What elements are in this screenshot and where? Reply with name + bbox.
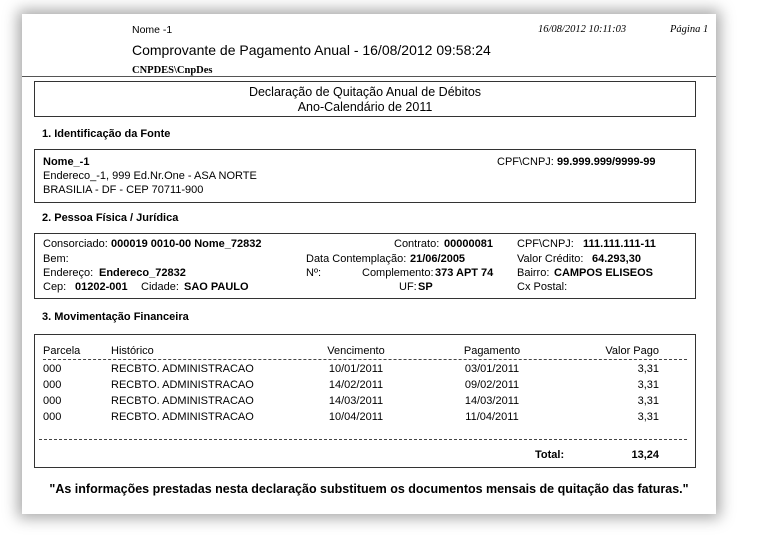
document-page bbox=[22, 14, 716, 514]
header-path: CNPDES\CnpDes bbox=[132, 65, 213, 76]
fonte-box bbox=[34, 149, 696, 203]
cell-valor-pago: 3,31 bbox=[637, 411, 659, 423]
cell-pagamento: 11/04/2011 bbox=[465, 411, 519, 423]
declaration-title: Declaração de Quitação Anual de Débitos bbox=[248, 85, 482, 99]
pessoa-cpf-value: 111.111.111-11 bbox=[583, 238, 656, 250]
total-dash-line bbox=[39, 439, 687, 440]
cell-historico: RECBTO. ADMINISTRACAO bbox=[111, 379, 254, 391]
cep-label: Cep: bbox=[43, 281, 67, 293]
table-row bbox=[35, 379, 695, 393]
endereco-label: Endereço: bbox=[43, 267, 94, 279]
cell-vencimento: 10/01/2011 bbox=[328, 363, 384, 375]
fonte-cidade: BRASILIA - DF - CEP 70711-900 bbox=[43, 184, 204, 196]
col-historico: Histórico bbox=[111, 345, 154, 357]
declaration-box bbox=[34, 81, 696, 117]
header-page-label: Página 1 bbox=[670, 24, 709, 35]
cell-valor-pago: 3,31 bbox=[637, 395, 659, 407]
header-datetime: 16/08/2012 10:11:03 bbox=[538, 24, 627, 35]
col-vencimento: Vencimento bbox=[327, 345, 385, 357]
col-pagamento: Pagamento bbox=[463, 345, 521, 357]
data-contemplacao-value: 21/06/2005 bbox=[410, 253, 466, 265]
consorciado-label: Consorciado: bbox=[43, 238, 108, 250]
declaration-subtitle: Ano-Calendário de 2011 bbox=[297, 100, 433, 114]
cell-parcela: 000 bbox=[43, 411, 62, 423]
consorciado-value: 000019 0010-00 Nome_72832 bbox=[111, 238, 262, 250]
cell-historico: RECBTO. ADMINISTRACAO bbox=[111, 395, 254, 407]
header-divider bbox=[22, 76, 716, 77]
endereco-value: Endereco_72832 bbox=[99, 267, 186, 279]
fonte-cpf-value: 99.999.999/9999-99 bbox=[557, 156, 656, 168]
uf-value: SP bbox=[418, 281, 433, 293]
cell-parcela: 000 bbox=[43, 363, 62, 375]
numero-label: Nº: bbox=[306, 267, 322, 279]
cell-parcela: 000 bbox=[43, 395, 62, 407]
fonte-endereco: Endereco_-1, 999 Ed.Nr.One - ASA NORTE bbox=[43, 170, 257, 182]
uf-label: UF: bbox=[399, 281, 417, 293]
col-valor-pago: Valor Pago bbox=[605, 345, 659, 357]
bem-label: Bem: bbox=[43, 253, 69, 265]
contrato-label: Contrato: bbox=[394, 238, 440, 250]
cell-valor-pago: 3,31 bbox=[637, 379, 659, 391]
cell-vencimento: 14/02/2011 bbox=[328, 379, 384, 391]
table-row bbox=[35, 411, 695, 425]
bairro-label: Bairro: bbox=[517, 267, 550, 279]
bairro-value: CAMPOS ELISEOS bbox=[554, 267, 654, 279]
cell-valor-pago: 3,31 bbox=[637, 363, 659, 375]
valor-credito-label: Valor Crédito: bbox=[517, 253, 584, 265]
header-dash-line bbox=[43, 359, 687, 360]
complemento-value: 373 APT 74 bbox=[435, 267, 494, 279]
contrato-value: 00000081 bbox=[444, 238, 493, 250]
section-fonte-title: 1. Identificação da Fonte bbox=[42, 128, 171, 140]
pessoa-box bbox=[34, 233, 696, 299]
cep-value: 01202-001 bbox=[75, 281, 128, 293]
cell-historico: RECBTO. ADMINISTRACAO bbox=[111, 363, 254, 375]
header-nome: Nome -1 bbox=[132, 24, 173, 36]
col-parcela: Parcela bbox=[43, 345, 81, 357]
cell-vencimento: 10/04/2011 bbox=[328, 411, 384, 423]
section-movimentacao-title: 3. Movimentação Financeira bbox=[42, 311, 189, 323]
valor-credito-value: 64.293,30 bbox=[592, 253, 641, 265]
table-row bbox=[35, 363, 695, 377]
data-contemplacao-label: Data Contemplação: bbox=[306, 253, 407, 265]
cell-parcela: 000 bbox=[43, 379, 62, 391]
cell-historico: RECBTO. ADMINISTRACAO bbox=[111, 411, 254, 423]
total-label: Total: bbox=[535, 449, 565, 461]
cell-pagamento: 03/01/2011 bbox=[464, 363, 520, 375]
cell-pagamento: 14/03/2011 bbox=[464, 395, 520, 407]
footer-note: "As informações prestadas nesta declaração substituem os documentos mensais de quitação das faturas." bbox=[49, 482, 689, 496]
cell-vencimento: 14/03/2011 bbox=[328, 395, 384, 407]
table-row bbox=[35, 395, 695, 409]
fonte-nome: Nome_-1 bbox=[43, 156, 90, 168]
complemento-label: Complemento: bbox=[362, 267, 434, 279]
cidade-label: Cidade: bbox=[141, 281, 179, 293]
fonte-cpf-label: CPF\CNPJ: bbox=[497, 156, 554, 168]
cell-pagamento: 09/02/2011 bbox=[464, 379, 520, 391]
cx-postal-label: Cx Postal: bbox=[517, 281, 568, 293]
pessoa-cpf-label: CPF\CNPJ: bbox=[517, 238, 574, 250]
header-title: Comprovante de Pagamento Anual - 16/08/2012 09:58:24 bbox=[132, 42, 491, 58]
cidade-value: SAO PAULO bbox=[184, 281, 249, 293]
movimentacao-box bbox=[34, 334, 696, 468]
section-pessoa-title: 2. Pessoa Física / Jurídica bbox=[42, 212, 179, 224]
total-value: 13,24 bbox=[631, 449, 659, 461]
